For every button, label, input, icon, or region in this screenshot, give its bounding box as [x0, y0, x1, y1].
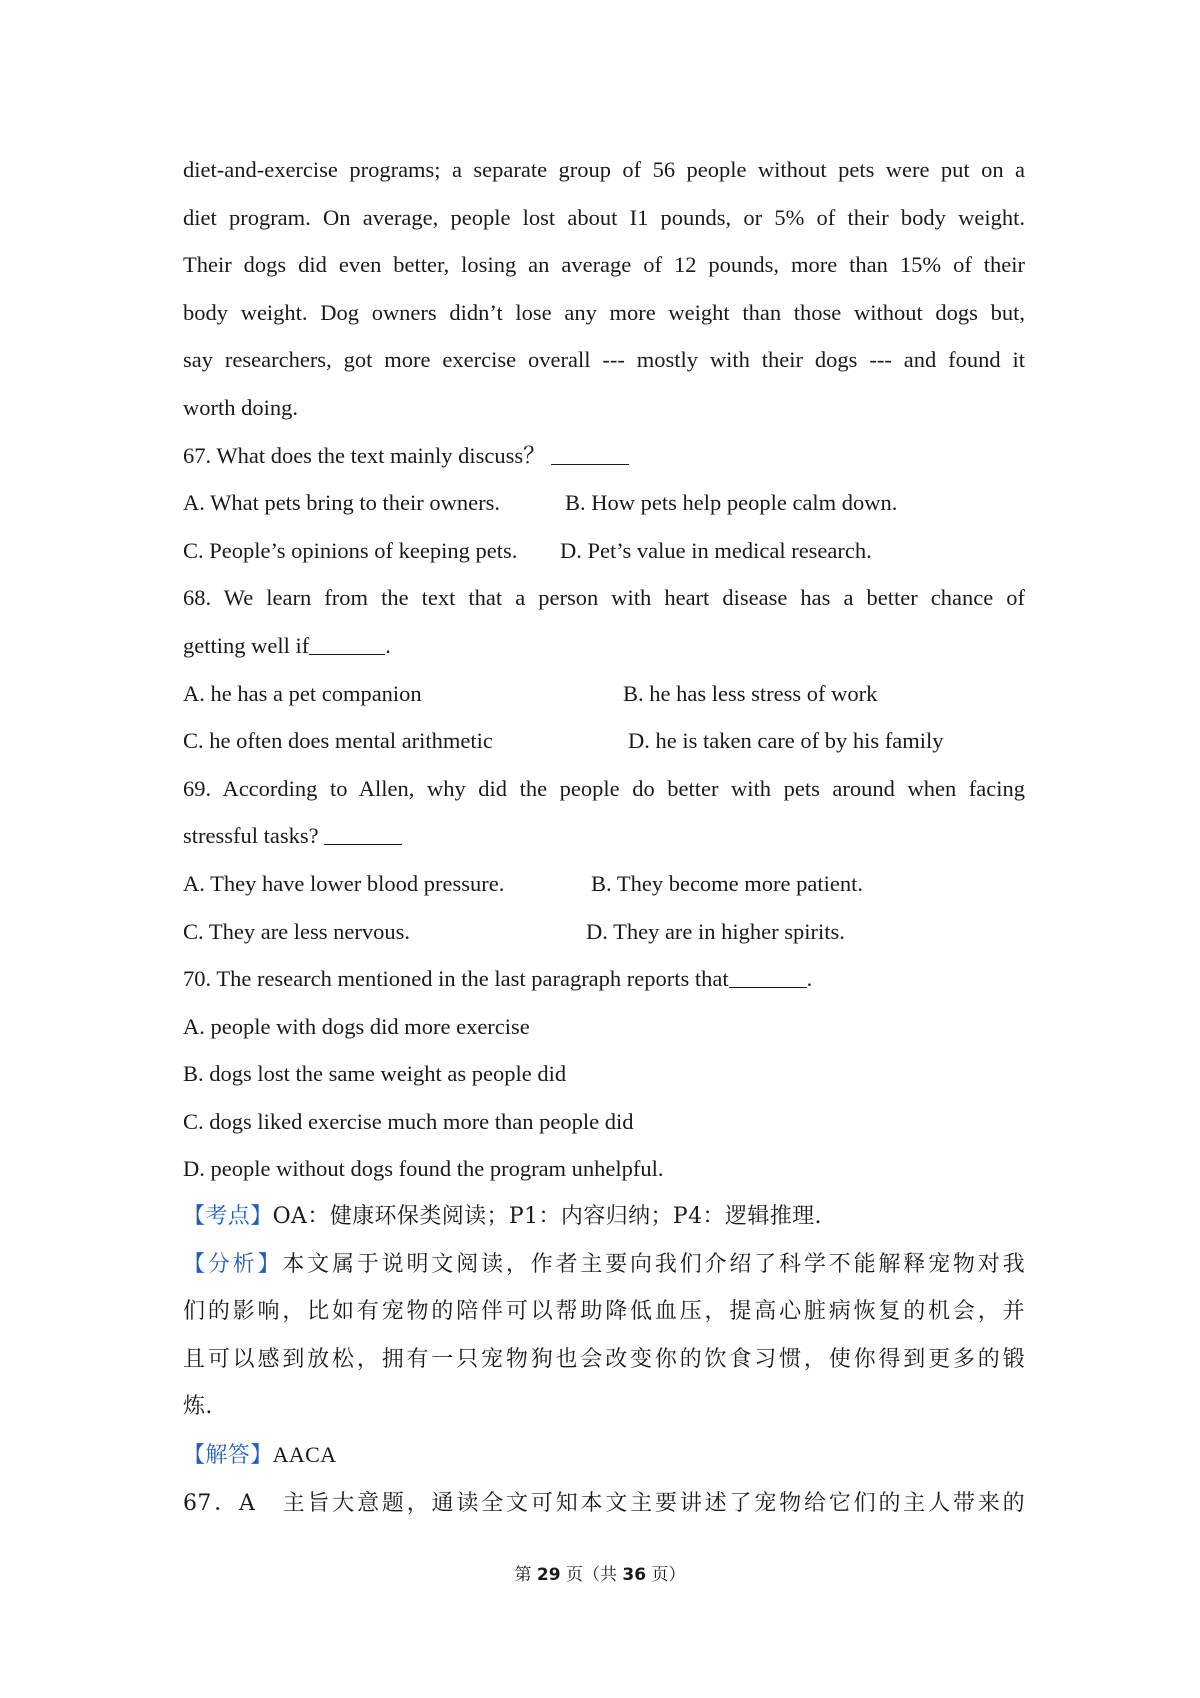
answer-blank — [309, 630, 385, 655]
fenxi-line: 炼. — [183, 1394, 213, 1420]
option-d: D. he is taken care of by his family — [628, 728, 944, 754]
passage-line: diet program. On average, people lost about I1 pounds, or 5% of their body weight. — [183, 204, 1025, 230]
option-b: B. They become more patient. — [591, 870, 863, 896]
option-a: A. people with dogs did more exercise — [183, 1013, 530, 1039]
option-row — [183, 717, 1025, 765]
footer-suffix: 页） — [646, 1565, 686, 1585]
question-stem-text: getting well if — [183, 632, 310, 658]
passage-line: body weight. Dog owners didn’t lose any more weight than those without dogs but, — [183, 299, 1025, 325]
jieda-line — [183, 1431, 1025, 1480]
question-stem — [183, 955, 1025, 1003]
option-row — [183, 479, 1025, 527]
fenxi-text: 本文属于说明文阅读，作者主要向我们介绍了科学不能解释宠物对我 — [282, 1251, 1025, 1277]
option-d: D. They are in higher spirits. — [586, 918, 845, 944]
question-stem: 69. According to Allen, why did the people do better with pets around when facing — [183, 775, 1025, 801]
option-b: B. dogs lost the same weight as people did — [183, 1061, 567, 1087]
question-stem — [183, 622, 1025, 670]
jieda-tag: 【解答】 — [183, 1443, 273, 1469]
footer-page-number: 29 — [536, 1565, 561, 1585]
option-b: B. he has less stress of work — [623, 680, 878, 706]
question-stem: 68. We learn from the text that a person with heart disease has a better chance of — [183, 585, 1025, 611]
answer-blank — [729, 963, 807, 988]
page-footer — [0, 1560, 1200, 1585]
passage-line: diet-and-exercise programs; a separate group of 56 people without pets were put on a — [183, 157, 1025, 182]
option-c: C. dogs liked exercise much more than people did — [183, 1108, 634, 1134]
question-stem-end: . — [806, 966, 813, 992]
passage — [183, 146, 1025, 432]
question-stem-text: stressful tasks? — [183, 823, 319, 849]
option-a: A. What pets bring to their owners. — [183, 490, 501, 516]
passage-line: worth doing. — [183, 394, 298, 420]
answer-blank — [551, 440, 629, 465]
option-d: D. people without dogs found the program unhelpful. — [183, 1156, 664, 1182]
question-67 — [183, 432, 1025, 575]
option-row — [183, 527, 1025, 575]
footer-middle: 页（共 — [560, 1565, 623, 1585]
option-d: D. Pet’s value in medical research. — [560, 537, 872, 563]
solution — [183, 1193, 1025, 1527]
question-69 — [183, 765, 1025, 955]
question-stem-text: 67. What does the text mainly discuss？ — [183, 442, 546, 468]
option-c: C. he often does mental arithmetic — [183, 728, 493, 754]
option-row — [183, 670, 1025, 718]
footer-prefix: 第 — [514, 1565, 537, 1585]
option-a: A. They have lower blood pressure. — [183, 870, 505, 896]
fenxi-tag: 【分析】 — [183, 1251, 283, 1277]
option-c: C. People’s opinions of keeping pets. — [183, 537, 518, 563]
kaodian-line — [183, 1193, 1025, 1241]
question-68 — [183, 574, 1025, 764]
option-c: C. They are less nervous. — [183, 918, 411, 944]
option-row — [183, 860, 1025, 908]
fenxi-line: 且可以感到放松，拥有一只宠物狗也会改变你的饮食习惯，使你得到更多的锻 — [183, 1346, 1025, 1372]
explanation-line: 67．A 主旨大意题，通读全文可知本文主要讲述了宠物给它们的主人带来的 — [183, 1490, 1025, 1516]
option-b: B. How pets help people calm down. — [565, 490, 898, 516]
page-content — [183, 146, 1025, 1527]
question-70 — [183, 955, 1025, 1193]
kaodian-tag: 【考点】 — [183, 1204, 273, 1230]
question-stem-text: 70. The research mentioned in the last paragraph reports that — [183, 966, 729, 992]
footer-total-pages: 36 — [622, 1565, 647, 1585]
jieda-text: AACA — [272, 1442, 337, 1468]
option-a: A. he has a pet companion — [183, 680, 422, 706]
question-stem-end: . — [385, 632, 391, 658]
passage-line: say researchers, got more exercise overall --- mostly with their dogs --- and found it — [183, 347, 1025, 373]
option-row — [183, 908, 1025, 956]
fenxi-line — [183, 1241, 1025, 1289]
answer-blank — [324, 820, 402, 845]
passage-line: Their dogs did even better, losing an average of 12 pounds, more than 15% of their — [183, 252, 1025, 278]
fenxi-line: 们的影响，比如有宠物的陪伴可以帮助降低血压，提高心脏病恢复的机会，并 — [183, 1299, 1025, 1325]
question-stem — [183, 432, 1025, 480]
question-stem — [183, 812, 1025, 860]
kaodian-text: OA：健康环保类阅读；P1：内容归纳；P4：逻辑推理. — [272, 1204, 822, 1230]
